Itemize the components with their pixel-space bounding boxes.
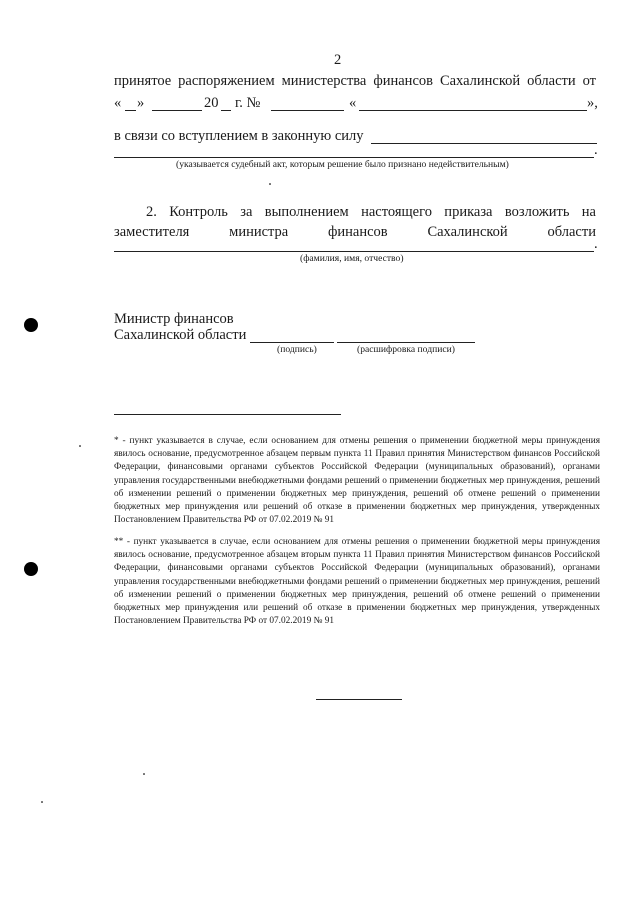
title-open-quote: «	[349, 95, 357, 111]
signature-decode-hint: (расшифровка подписи)	[357, 344, 455, 355]
effect-label: в связи со вступлением в законную силу	[114, 128, 364, 144]
date-open-quote: «	[114, 95, 122, 111]
punch-hole-top	[24, 318, 38, 332]
day-field	[125, 110, 136, 111]
footnote-2	[114, 536, 600, 628]
scan-speck	[79, 445, 81, 447]
end-separator	[316, 699, 402, 700]
month-field	[152, 110, 202, 111]
scan-speck	[41, 801, 43, 803]
order-number-field	[271, 110, 344, 111]
control-end-dot: .	[594, 236, 598, 252]
signer-title-line1: Министр финансов	[114, 311, 234, 327]
year-suffix: г. №	[235, 95, 261, 111]
control-line: 2. Контроль за выполнением настоящего приказа возложить на	[146, 204, 596, 220]
footnote-text: пункт указывается в случае, если основанием для отмены решения о применении бюджетной меры принуждения явилось основание, предусмотренное абзацем вторым пункта 11 Правил принятия Министерством финансов Российской Федерации, финансовыми органами субъектов Российской Федерации (муниципальных образований), органами управления государственными внебюджетными фондами решений о применении бюджетных мер принуждения, решений об изменении решений о применении бюджетных мер принуждения, решений об отмене решений о применении бюджетных мер принуждения или решений об отказе в применении бюджетных мер принуждения, утвержденных Постановлением Правительства РФ от 07.02.2019 № 91	[114, 537, 601, 627]
signature-hint: (подпись)	[277, 344, 317, 355]
page-number: 2	[334, 52, 342, 68]
footnote-marker: ** -	[114, 537, 130, 547]
scan-speck	[143, 773, 145, 775]
scan-speck	[269, 183, 271, 185]
punch-hole-bottom	[24, 562, 38, 576]
word-finance: финансов	[328, 224, 388, 240]
footnote-1	[114, 435, 600, 527]
signer-title-line2: Сахалинской области	[114, 327, 247, 343]
word-deputy: заместителя	[114, 224, 190, 240]
court-act-field	[371, 143, 597, 144]
deputy-name-hint: (фамилия, имя, отчество)	[300, 253, 404, 264]
title-field	[359, 110, 587, 111]
effect-end-dot: .	[594, 142, 598, 158]
word-region: области	[547, 224, 596, 240]
court-act-field-2	[114, 157, 594, 158]
footnote-marker: * -	[114, 436, 126, 446]
footnote-separator	[114, 414, 341, 415]
date-close-quote: »	[137, 95, 145, 111]
word-sakhalin: Сахалинской	[427, 224, 508, 240]
year-field	[221, 110, 231, 111]
signature-decode-field	[337, 342, 475, 343]
court-act-hint: (указывается судебный акт, которым решение было признано недействительным)	[176, 159, 509, 170]
deputy-name-field	[114, 251, 594, 252]
title-close-quote: »,	[587, 95, 598, 111]
footnote-text: пункт указывается в случае, если основанием для отмены решения о применении бюджетной меры принуждения явилось основание, предусмотренное абзацем первым пункта 11 Правил принятия Министерством финансов Российской Федерации, финансовыми органами субъектов Российской Федерации (муниципальных образований), органами управления государственными внебюджетными фондами решений о применении бюджетных мер принуждения, решений об изменении решений о применении бюджетных мер принуждения, решений об отмене решений о применении бюджетных мер принуждения или решений об отказе в применении бюджетных мер принуждения, утвержденных Постановлением Правительства РФ от 07.02.2019 № 91	[114, 436, 600, 526]
control-words	[114, 224, 596, 241]
word-minister: министра	[229, 224, 289, 240]
year-prefix: 20	[204, 95, 219, 111]
signature-field	[250, 342, 334, 343]
header-line: принятое распоряжением министерства финансов Сахалинской области от	[114, 73, 596, 89]
